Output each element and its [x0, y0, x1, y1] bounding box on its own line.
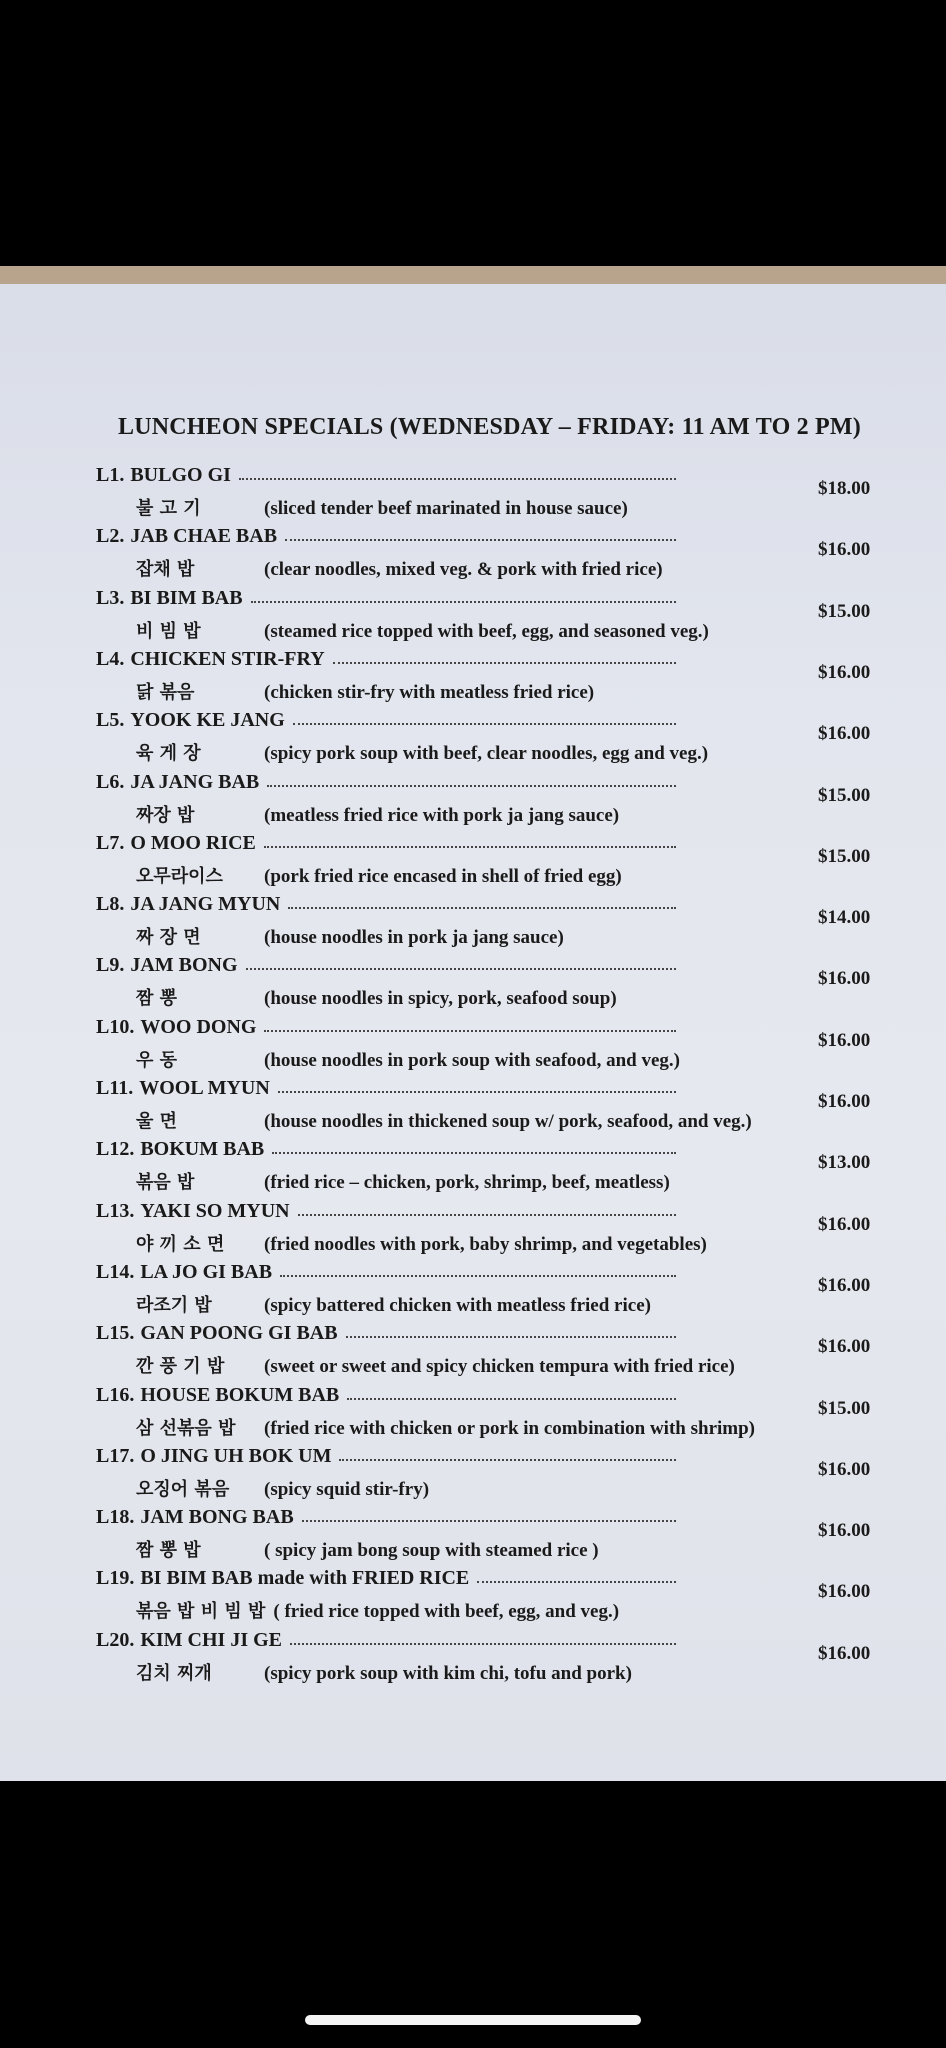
menu-item-details	[136, 1536, 599, 1562]
menu-item	[96, 832, 916, 892]
menu-item-korean-name: 야 끼 소 면	[136, 1233, 225, 1255]
menu-item-heading	[96, 893, 280, 916]
menu-item	[96, 464, 916, 524]
menu-item-code: L13.	[96, 1199, 135, 1222]
menu-item-code: L1.	[96, 464, 125, 486]
menu-item-code: L5.	[96, 709, 125, 732]
menu-item-korean-name: 볶음 밥	[136, 1172, 195, 1194]
menu-item-korean-name: 오징어 볶음	[136, 1478, 230, 1500]
menu-item-details	[136, 678, 594, 704]
menu-item-heading	[96, 1016, 256, 1039]
menu-item-price: $16.00	[818, 1029, 871, 1051]
menu-item-korean-name: 오무라이스	[136, 865, 223, 887]
menu-item-description: (spicy battered chicken with meatless fried rice)	[264, 1294, 651, 1316]
menu-item-name: BULGO GI	[130, 464, 231, 486]
menu-item	[96, 1322, 916, 1382]
menu-item-code: L11.	[96, 1077, 134, 1099]
menu-item-heading	[96, 587, 243, 610]
menu-item-description: ( fried rice topped with beef, egg, and veg.)	[273, 1601, 620, 1623]
menu-item-code: L18.	[96, 1506, 135, 1529]
menu-item-name: O MOO RICE	[130, 831, 256, 854]
menu-item-heading	[96, 1384, 339, 1407]
menu-item-name: WOOL MYUN	[139, 1077, 270, 1099]
menu-item-heading	[96, 709, 285, 732]
menu-item	[96, 587, 916, 647]
menu-item-code: L9.	[96, 954, 125, 977]
menu-item-code: L16.	[96, 1383, 135, 1406]
menu-item-description: (spicy squid stir-fry)	[264, 1478, 430, 1500]
menu-item-name: GAN POONG GI BAB	[140, 1322, 338, 1345]
menu-item-code: L3.	[96, 586, 125, 609]
menu-item-description: (clear noodles, mixed veg. & pork with fried rice)	[264, 559, 663, 581]
menu-item-name: JAM BONG BAB	[140, 1506, 294, 1529]
menu-item-details	[136, 1107, 752, 1133]
menu-item-price: $16.00	[818, 1581, 871, 1603]
menu-item-description: (house noodles in thickened soup w/ pork, seafood, and veg.)	[264, 1111, 752, 1132]
menu-item-name: JA JANG BAB	[130, 770, 260, 793]
menu-item-details	[136, 1475, 429, 1501]
dotted-leader	[267, 785, 676, 787]
menu-item-name: JAM BONG	[130, 954, 238, 977]
menu-item-details	[136, 1291, 651, 1317]
menu-item-code: L4.	[96, 647, 125, 670]
menu-item	[96, 1138, 916, 1198]
menu-item-description: (fried rice with chicken or pork in combination with shrimp)	[264, 1417, 756, 1439]
menu-item-price: $16.00	[818, 968, 871, 990]
menu-item-description: (pork fried rice encased in shell of fried egg)	[264, 865, 622, 887]
menu-item-name: JA JANG MYUN	[130, 893, 281, 916]
menu-item-price: $16.00	[818, 1274, 871, 1296]
menu-item-details	[136, 1414, 755, 1440]
menu-item-price: $15.00	[818, 600, 871, 622]
menu-item-heading	[96, 1567, 469, 1590]
menu-item-description: (sweet or sweet and spicy chicken tempura with fried rice)	[264, 1356, 735, 1378]
menu-item-price: $16.00	[818, 1520, 871, 1542]
menu-item	[96, 771, 916, 831]
menu-item-name: YOOK KE JANG	[130, 709, 285, 732]
menu-item	[96, 954, 916, 1014]
menu-item-korean-name: 불 고 기	[136, 498, 201, 519]
menu-item-name: JAB CHAE BAB	[130, 525, 278, 548]
menu-item-korean-name: 잡채 밥	[136, 559, 195, 581]
menu-item-details	[136, 1659, 632, 1685]
menu-item-name: CHICKEN STIR-FRY	[130, 647, 325, 670]
menu-item-name: WOO DONG	[140, 1015, 257, 1038]
menu-item-price: $16.00	[818, 539, 871, 561]
menu-item-details	[136, 1230, 707, 1256]
menu-item	[96, 1445, 916, 1505]
menu-item	[96, 1200, 916, 1260]
dotted-leader	[251, 601, 676, 603]
menu-item	[96, 1567, 916, 1627]
menu-item	[96, 1077, 916, 1137]
menu-item-korean-name: 김치 찌개	[136, 1662, 212, 1684]
menu-item-details	[136, 1046, 680, 1072]
menu-item-code: L8.	[96, 893, 125, 916]
menu-item-heading	[96, 1506, 294, 1529]
menu-item-description: ( spicy jam bong soup with steamed rice )	[264, 1540, 599, 1562]
dotted-leader	[264, 846, 676, 848]
menu-item-korean-name: 삼 선볶음 밥	[136, 1417, 236, 1439]
menu-title: LUNCHEON SPECIALS (WEDNESDAY – FRIDAY: 11 AM TO 2 PM)	[118, 414, 861, 440]
menu-item-name: LA JO GI BAB	[140, 1260, 273, 1283]
dotted-leader	[333, 662, 676, 664]
menu-item-price: $15.00	[818, 845, 871, 867]
menu-item-korean-name: 비 빔 밥	[136, 620, 201, 642]
menu-item	[96, 1016, 916, 1076]
menu-item-description: (meatless fried rice with pork ja jang sauce)	[264, 804, 620, 826]
menu-item-heading	[96, 1261, 272, 1284]
menu-item-description: (fried rice – chicken, pork, shrimp, beef, meatless)	[264, 1172, 670, 1194]
menu-item-heading	[96, 1138, 264, 1161]
menu-item-details	[136, 1168, 670, 1194]
dotted-leader	[290, 1643, 676, 1645]
menu-item	[96, 1384, 916, 1444]
menu-item-details	[136, 617, 709, 643]
menu-item-korean-name: 짬 뽕	[136, 988, 178, 1010]
menu-item-price: $16.00	[818, 1458, 871, 1480]
menu-item-price: $16.00	[818, 1213, 871, 1235]
menu-item	[96, 1629, 916, 1689]
dotted-leader	[288, 907, 676, 909]
dotted-leader	[346, 1336, 676, 1338]
menu-item-description: (chicken stir-fry with meatless fried rice)	[264, 681, 595, 703]
dotted-leader	[347, 1398, 676, 1400]
dotted-leader	[239, 478, 676, 480]
menu-item-name: YAKI SO MYUN	[140, 1199, 290, 1222]
menu-item-description: (sliced tender beef marinated in house sauce)	[264, 498, 628, 519]
menu-item-korean-name: 우 동	[136, 1049, 178, 1071]
menu-item-price: $15.00	[818, 784, 871, 806]
menu-item-korean-name: 짬 뽕 밥	[136, 1540, 201, 1562]
menu-item-heading	[96, 1629, 282, 1652]
menu-item-description: (house noodles in pork ja jang sauce)	[264, 927, 564, 949]
dotted-leader	[264, 1030, 676, 1032]
menu-item-heading	[96, 464, 231, 487]
menu-item	[96, 648, 916, 708]
dotted-leader	[278, 1091, 676, 1093]
menu-item-description: (steamed rice topped with beef, egg, and seasoned veg.)	[264, 620, 709, 642]
menu-item-description: (fried noodles with pork, baby shrimp, and vegetables)	[264, 1233, 707, 1255]
menu-item-price: $16.00	[818, 1642, 871, 1664]
menu-item-description: (spicy pork soup with beef, clear noodles, egg and veg.)	[264, 743, 709, 765]
menu-item-korean-name: 울 면	[136, 1111, 178, 1132]
dotted-leader	[302, 1520, 676, 1522]
menu-item-description: (house noodles in spicy, pork, seafood soup)	[264, 988, 617, 1010]
menu-item-code: L20.	[96, 1628, 135, 1651]
menu-item-code: L19.	[96, 1567, 135, 1590]
dotted-leader	[285, 539, 676, 541]
menu-item-description: (house noodles in pork soup with seafood, and veg.)	[264, 1049, 680, 1071]
menu-item-price: $16.00	[818, 1091, 871, 1112]
menu-item-korean-name: 깐 풍 기 밥	[136, 1356, 225, 1378]
menu-item-details	[136, 984, 617, 1010]
menu-item-details	[136, 739, 708, 765]
menu-item-price: $16.00	[818, 661, 871, 683]
menu-item-code: L2.	[96, 525, 125, 548]
menu-item-details	[136, 923, 564, 949]
menu-item-heading	[96, 1200, 290, 1223]
dotted-leader	[246, 968, 676, 970]
home-indicator[interactable]	[305, 2015, 641, 2025]
menu-item-heading	[96, 832, 256, 855]
dotted-leader	[293, 723, 676, 725]
menu-item-code: L17.	[96, 1444, 135, 1467]
menu-item-name: BOKUM BAB	[140, 1138, 265, 1161]
menu-item	[96, 709, 916, 769]
menu-item-korean-name: 육 게 장	[136, 743, 201, 765]
menu-item-description: (spicy pork soup with kim chi, tofu and pork)	[264, 1662, 632, 1684]
menu-item-code: L6.	[96, 770, 125, 793]
menu-item-details	[136, 801, 619, 827]
dotted-leader	[298, 1214, 676, 1216]
menu-item	[96, 1506, 916, 1566]
menu-item-korean-name: 짜장 밥	[136, 804, 195, 826]
menu-paper	[0, 266, 946, 1781]
menu-item-code: L15.	[96, 1322, 135, 1345]
menu-item-name: BI BIM BAB made with FRIED RICE	[140, 1567, 470, 1590]
menu-item-heading	[96, 525, 277, 548]
menu-item-details	[136, 1352, 735, 1378]
menu-item	[96, 1261, 916, 1321]
menu-item	[96, 525, 916, 585]
menu-item-price: $15.00	[818, 1397, 871, 1419]
menu-item-price: $16.00	[818, 1336, 871, 1358]
menu-item	[96, 893, 916, 953]
dotted-leader	[339, 1459, 676, 1461]
menu-item-heading	[96, 954, 238, 977]
dotted-leader	[280, 1275, 676, 1277]
menu-item-code: L10.	[96, 1015, 135, 1038]
menu-item-details	[136, 1597, 619, 1623]
menu-item-korean-name: 짜 장 면	[136, 927, 201, 949]
menu-item-details	[136, 555, 663, 581]
menu-item-code: L12.	[96, 1138, 135, 1161]
menu-item-price: $14.00	[818, 907, 871, 929]
menu-item-korean-name: 라조기 밥	[136, 1294, 212, 1316]
menu-item-code: L7.	[96, 831, 125, 854]
menu-item-korean-name: 볶음 밥 비 빔 밥	[136, 1601, 266, 1623]
menu-item-details	[136, 494, 628, 520]
dotted-leader	[272, 1152, 676, 1154]
menu-item-details	[136, 862, 622, 888]
menu-item-heading	[96, 1322, 338, 1345]
menu-item-heading	[96, 1445, 331, 1468]
menu-item-name: BI BIM BAB	[130, 586, 243, 609]
menu-item-name: O JING UH BOK UM	[140, 1444, 332, 1467]
dotted-leader	[477, 1581, 676, 1583]
menu-item-heading	[96, 771, 259, 794]
menu-item-price: $18.00	[818, 478, 871, 499]
paper-top-edge	[0, 266, 946, 284]
menu-item-korean-name: 닭 볶음	[136, 681, 195, 703]
menu-item-name: HOUSE BOKUM BAB	[140, 1383, 340, 1406]
menu-item-heading	[96, 1077, 270, 1100]
menu-item-name: KIM CHI JI GE	[140, 1628, 283, 1651]
menu-item-heading	[96, 648, 325, 671]
menu-item-price: $16.00	[818, 723, 871, 745]
menu-item-price: $13.00	[818, 1152, 871, 1174]
menu-item-code: L14.	[96, 1260, 135, 1283]
